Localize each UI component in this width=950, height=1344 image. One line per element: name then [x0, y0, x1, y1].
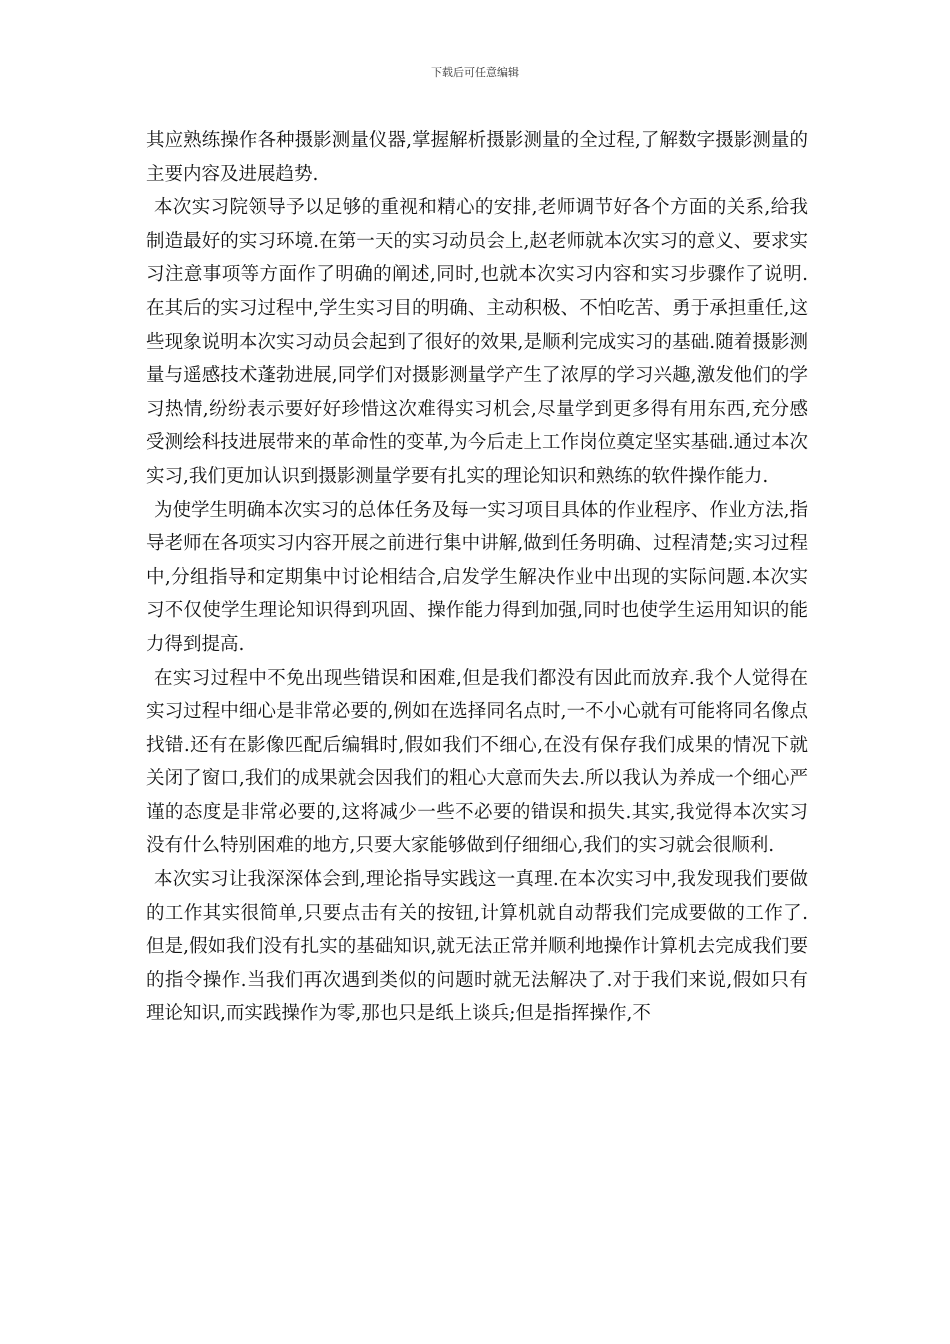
paragraph-1: 其应熟练操作各种摄影测量仪器,掌握解析摄影测量的全过程,了解数字摄影测量的主要内容及进展趋势. — [146, 130, 808, 185]
page-header: 下载后可任意编辑 — [431, 66, 519, 79]
paragraph-3: 为使学生明确本次实习的总体任务及每一实习项目具体的作业程序、作业方法,指导老师在各项实习内容开展之前进行集中讲解,做到任务明确、过程清楚;实习过程中,分组指导和定期集中讨论相结合,启发学生解决作业中出现的实际问题.本次实习不仅使学生理论知识得到巩固、操作能力得到加强,同时也使学生运用知识的能力得到提高. — [146, 499, 808, 655]
paragraph-4: 在实习过程中不免出现些错误和困难,但是我们都没有因此而放弃.我个人觉得在实习过程中细心是非常必要的,例如在选择同名点时,一不小心就有可能将同名像点找错.还有在影像匹配后编辑时,假如我们不细心,在没有保存我们成果的情况下就关闭了窗口,我们的成果就会因我们的粗心大意而失去.所以我认为养成一个细心严谨的态度是非常必要的,这将减少一些不必要的错误和损失.其实,我觉得本次实习没有什么特别困难的地方,只要大家能够做到仔细细心,我们的实习就会很顺利. — [146, 667, 808, 857]
paragraph-2: 本次实习院领导予以足够的重视和精心的安排,老师调节好各个方面的关系,给我制造最好的实习环境.在第一天的实习动员会上,赵老师就本次实习的意义、要求实习注意事项等方面作了明确的阐述,同时,也就本次实习内容和实习步骤作了说明.在其后的实习过程中,学生实习目的明确、主动积极、不怕吃苦、勇于承担重任,这些现象说明本次实习动员会起到了很好的效果,是顺利完成实习的基础.随着摄影测量与遥感技术蓬勃进展,同学们对摄影测量学产生了浓厚的学习兴趣,激发他们的学习热情,纷纷表示要好好珍惜这次难得实习机会,尽量学到更多得有用东西,充分感受测绘科技进展带来的革命性的变革,为今后走上工作岗位奠定坚实基础.通过本次实习,我们更加认识到摄影测量学要有扎实的理论知识和熟练的软件操作能力. — [146, 197, 808, 487]
paragraph-5: 本次实习让我深深体会到,理论指导实践这一真理.在本次实习中,我发现我们要做的工作其实很简单,只要点击有关的按钮,计算机就自动帮我们完成要做的工作了.但是,假如我们没有扎实的基础知识,就无法正常并顺利地操作计算机去完成我们要的指令操作.当我们再次遇到类似的问题时就无法解决了.对于我们来说,假如只有理论知识,而实践操作为零,那也只是纸上谈兵;但是指挥操作,不 — [146, 869, 808, 1025]
document-body — [146, 124, 808, 1031]
